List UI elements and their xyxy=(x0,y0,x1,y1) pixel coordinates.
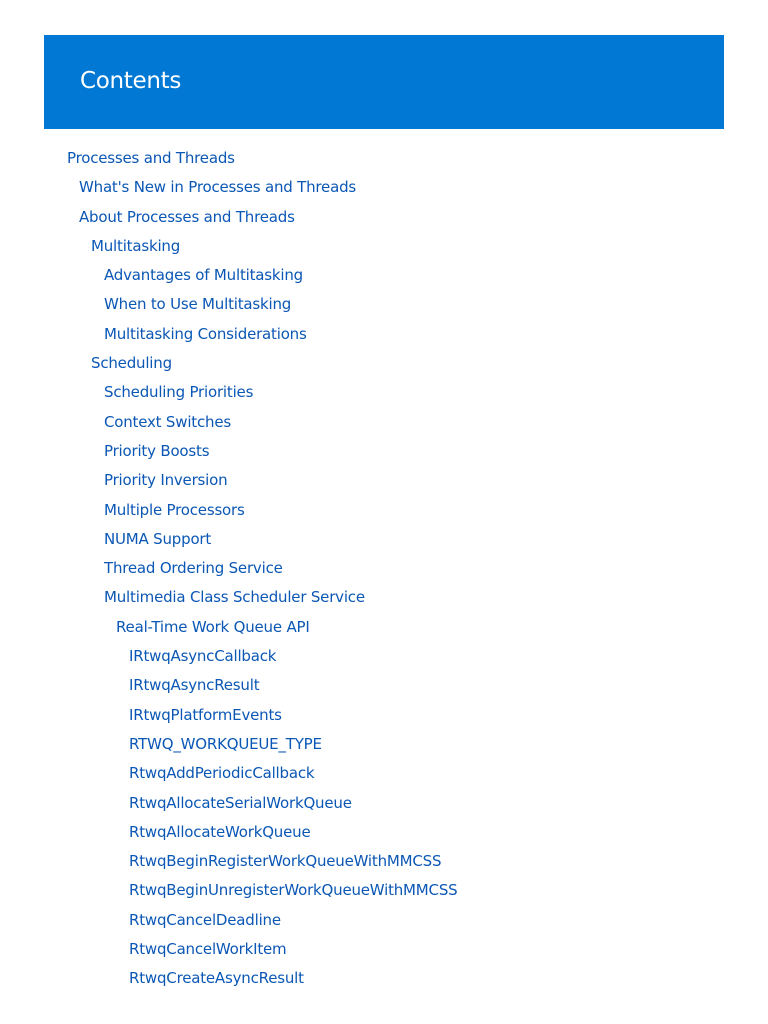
toc-item xyxy=(0,553,768,582)
toc-link[interactable]: Priority Inversion xyxy=(104,471,228,490)
page-title: Contents xyxy=(80,68,182,94)
toc-item xyxy=(0,934,768,963)
toc-item xyxy=(0,495,768,524)
toc-item xyxy=(0,788,768,817)
toc-item xyxy=(0,436,768,465)
toc-link[interactable]: RtwqAddPeriodicCallback xyxy=(129,764,315,783)
toc-link[interactable]: NUMA Support xyxy=(104,529,212,548)
toc-link[interactable]: Scheduling xyxy=(91,354,172,373)
toc-link[interactable]: Real-Time Work Queue API xyxy=(116,617,310,636)
toc-link[interactable]: Multitasking xyxy=(91,236,181,255)
toc-link[interactable]: Multitasking Considerations xyxy=(104,324,307,343)
toc-item xyxy=(0,465,768,494)
toc-link[interactable]: IRtwqAsyncResult xyxy=(129,676,260,695)
toc-link[interactable]: RtwqBeginRegisterWorkQueueWithMMCSS xyxy=(129,852,442,871)
toc-item xyxy=(0,260,768,289)
toc-link[interactable]: Context Switches xyxy=(104,412,231,431)
toc-link[interactable]: RTWQ_WORKQUEUE_TYPE xyxy=(129,734,322,753)
toc-link[interactable]: Priority Boosts xyxy=(104,441,210,460)
toc-item xyxy=(0,143,768,172)
toc-item xyxy=(0,172,768,201)
toc-item xyxy=(0,729,768,758)
toc-link[interactable]: About Processes and Threads xyxy=(79,207,295,226)
toc-link[interactable]: RtwqAllocateSerialWorkQueue xyxy=(129,793,352,812)
toc-item xyxy=(0,524,768,553)
toc-link[interactable]: Scheduling Priorities xyxy=(104,383,254,402)
toc-link[interactable]: Processes and Threads xyxy=(67,149,235,167)
toc-link[interactable]: RtwqBeginUnregisterWorkQueueWithMMCSS xyxy=(129,881,458,900)
toc-item xyxy=(0,963,768,992)
toc-link[interactable]: Thread Ordering Service xyxy=(104,559,283,578)
toc-item xyxy=(0,612,768,641)
toc-item xyxy=(0,407,768,436)
toc-item xyxy=(0,758,768,787)
toc-item xyxy=(0,905,768,934)
toc-item xyxy=(0,582,768,611)
toc-link[interactable]: IRtwqPlatformEvents xyxy=(129,705,282,724)
toc-item xyxy=(0,700,768,729)
toc-item xyxy=(0,377,768,406)
contents-banner xyxy=(44,35,724,129)
toc-item xyxy=(0,846,768,875)
toc-item xyxy=(0,202,768,231)
toc-link[interactable]: RtwqCreateAsyncResult xyxy=(129,969,304,988)
toc-item xyxy=(0,670,768,699)
toc-item xyxy=(0,319,768,348)
toc-link[interactable]: When to Use Multitasking xyxy=(104,295,292,314)
toc-item xyxy=(0,348,768,377)
toc-link[interactable]: IRtwqAsyncCallback xyxy=(129,647,277,666)
toc-link[interactable]: Multimedia Class Scheduler Service xyxy=(104,588,365,607)
toc-link[interactable]: What's New in Processes and Threads xyxy=(79,178,357,197)
table-of-contents xyxy=(0,143,768,993)
toc-item xyxy=(0,641,768,670)
toc-link[interactable]: RtwqCancelWorkItem xyxy=(129,940,287,959)
toc-item xyxy=(0,817,768,846)
toc-link[interactable]: Advantages of Multitasking xyxy=(104,266,303,285)
toc-link[interactable]: RtwqCancelDeadline xyxy=(129,910,281,929)
toc-item xyxy=(0,875,768,904)
toc-item xyxy=(0,289,768,318)
toc-link[interactable]: RtwqAllocateWorkQueue xyxy=(129,822,311,841)
toc-link[interactable]: Multiple Processors xyxy=(104,500,245,519)
toc-item xyxy=(0,231,768,260)
